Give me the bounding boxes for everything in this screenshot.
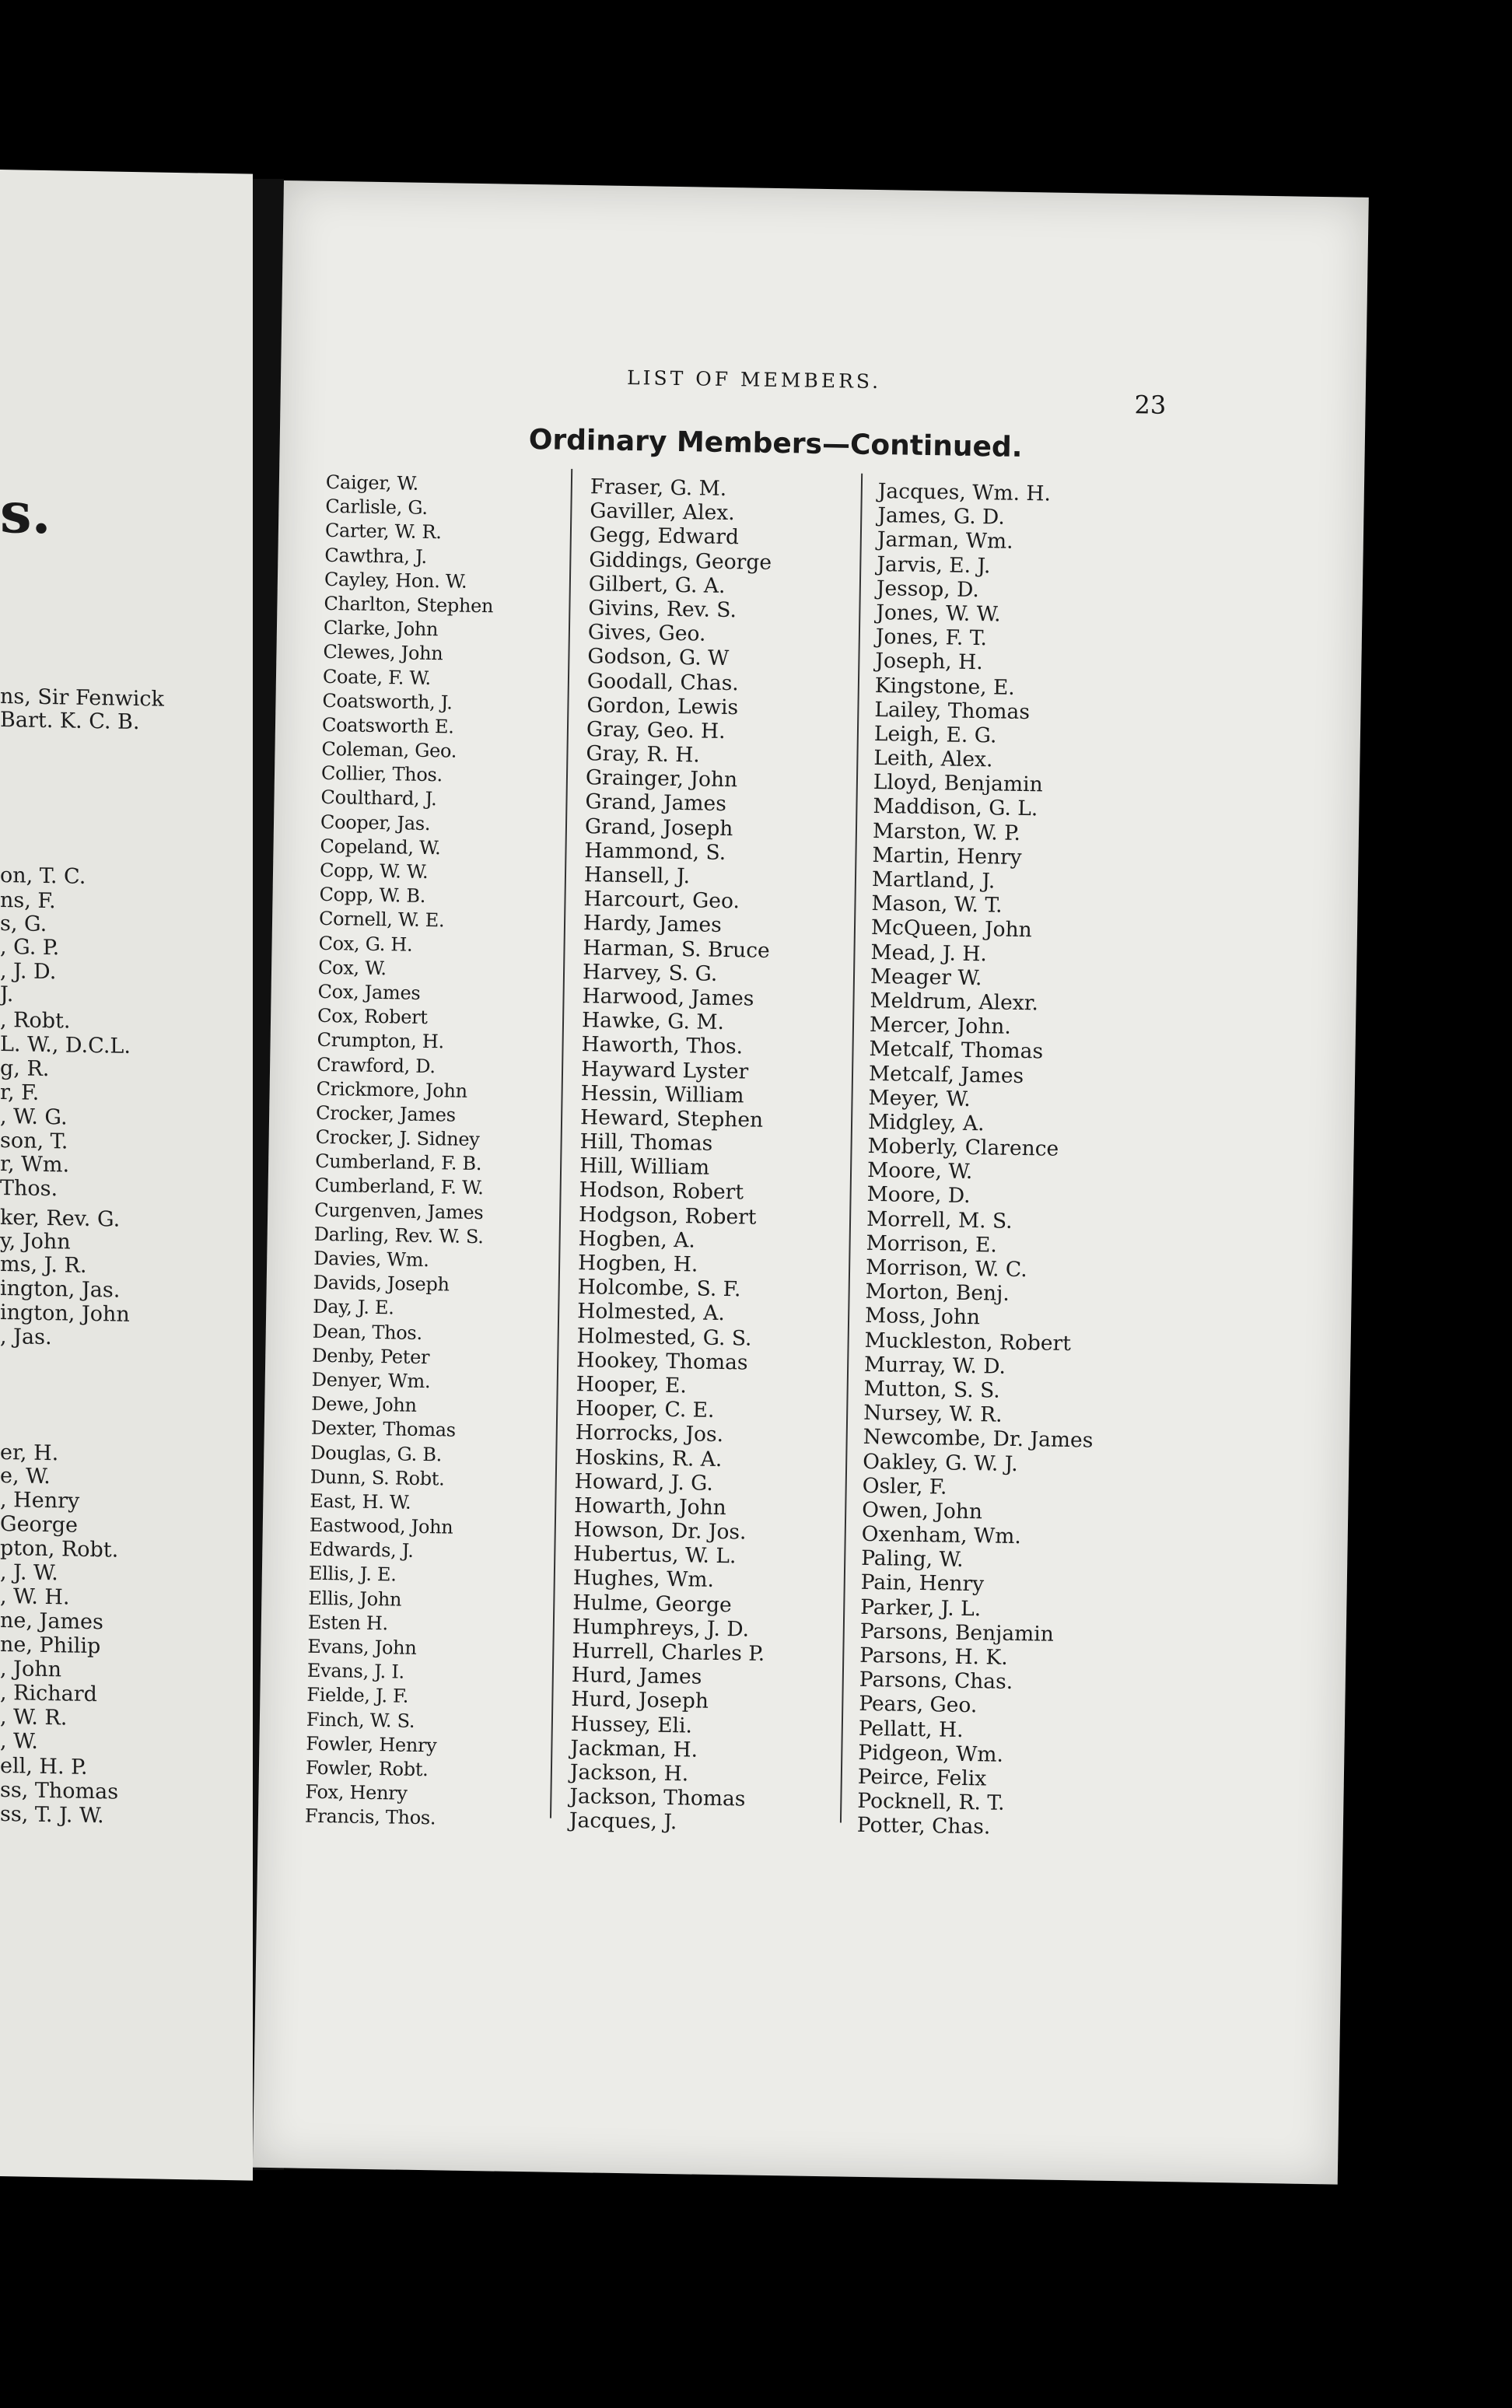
member-entry: Mason, W. T. <box>871 891 1003 918</box>
member-entry: Moore, W. <box>866 1158 973 1185</box>
member-entry: Fielde, J. F. <box>306 1684 409 1708</box>
member-entry: Owen, John <box>862 1497 983 1524</box>
member-entry: Edwards, J. <box>309 1538 414 1563</box>
member-entry: Cawthra, J. <box>324 544 428 568</box>
member-entry: Maddison, G. L. <box>873 794 1038 821</box>
member-entry: Carter, W. R. <box>324 520 442 544</box>
member-entry: Holcombe, S. F. <box>577 1275 741 1302</box>
member-entry: Hansell, J. <box>583 863 691 889</box>
member-entry: Gegg, Edward <box>589 523 740 550</box>
member-entry: Hayward Lyster <box>580 1056 749 1084</box>
member-entry: Hogben, A. <box>578 1226 696 1253</box>
member-entry: Hodson, Robert <box>579 1178 744 1205</box>
member-entry: Fraser, G. M. <box>590 474 727 501</box>
member-entry: Meyer, W. <box>868 1085 971 1111</box>
left-page-entry: , John <box>0 1657 62 1682</box>
member-entry: Charlton, Stephen <box>324 592 494 618</box>
member-entry: Hubertus, W. L. <box>573 1542 737 1569</box>
member-entry: Harman, S. Bruce <box>583 935 770 963</box>
member-entry: Hoskins, R. A. <box>575 1444 723 1472</box>
member-entry: Cornell, W. E. <box>318 908 445 932</box>
member-entry: Paling, W. <box>861 1546 964 1573</box>
left-page-entry: pton, Robt. <box>0 1536 119 1563</box>
member-entry: Harvey, S. G. <box>582 959 718 986</box>
member-entry: Oakley, G. W. J. <box>862 1449 1019 1476</box>
member-entry: Crickmore, John <box>316 1077 467 1102</box>
member-entry: Cayley, Hon. W. <box>324 568 467 593</box>
left-page-entry: ne, Philip <box>0 1633 101 1659</box>
member-entry: Hooper, E. <box>576 1372 688 1398</box>
member-entry: Hawke, G. M. <box>581 1008 725 1035</box>
member-entry: Parsons, H. K. <box>859 1643 1008 1670</box>
member-entry: Pidgeon, Wm. <box>858 1740 1004 1767</box>
member-entry: Jarman, Wm. <box>877 527 1013 555</box>
member-entry: Pears, Geo. <box>859 1692 978 1718</box>
member-entry: Hardy, James <box>583 911 722 938</box>
member-entry: Dewe, John <box>311 1392 417 1416</box>
member-entry: Jacques, J. <box>569 1808 677 1835</box>
left-page-entry: , Jas. <box>0 1325 52 1350</box>
member-entry: Cox, James <box>317 980 421 1004</box>
member-entry: Carlisle, G. <box>325 495 428 520</box>
member-entry: Cumberland, F. W. <box>314 1174 484 1199</box>
left-page-entry: e, W. <box>0 1464 51 1489</box>
left-page-entry: son, T. <box>0 1129 68 1154</box>
left-page-entry: ns, F. <box>0 888 56 914</box>
member-entry: Francis, Thos. <box>304 1804 436 1829</box>
member-entry: Goodall, Chas. <box>586 668 739 695</box>
member-entry: Coleman, Geo. <box>321 737 457 762</box>
member-entry: Douglas, G. B. <box>310 1441 443 1465</box>
left-page-entry: s, G. <box>0 912 47 937</box>
member-entry: Potter, Chas. <box>856 1813 991 1839</box>
member-entry: Coate, F. W. <box>322 665 432 689</box>
right-page <box>253 180 1369 2185</box>
left-page-entry: y, John <box>0 1229 71 1255</box>
member-entry: Eastwood, John <box>309 1514 453 1538</box>
member-entry: Gray, Geo. H. <box>586 717 726 744</box>
member-entry: Gives, Geo. <box>587 620 706 646</box>
left-page-entry: g, R. <box>0 1056 50 1082</box>
member-entry: Esten H. <box>307 1611 389 1635</box>
member-entry: Coulthard, J. <box>320 786 437 810</box>
member-entry: Fox, Henry <box>305 1780 408 1804</box>
left-page-entries <box>0 170 253 1829</box>
member-column-1 <box>305 471 606 1833</box>
left-page-entry: , Robt. <box>0 1008 71 1034</box>
member-entry: East, H. W. <box>310 1489 411 1514</box>
member-entry: Meager W. <box>870 964 982 990</box>
member-entry: Copp, W. B. <box>319 884 426 908</box>
member-entry: Meldrum, Alexr. <box>870 988 1039 1016</box>
left-page-entry: , Richard <box>0 1681 97 1707</box>
member-entry: Metcalf, Thomas <box>869 1037 1044 1064</box>
member-entry: Copeland, W. <box>320 835 441 859</box>
member-entry: Newcombe, Dr. James <box>863 1425 1094 1453</box>
member-entry: Jacques, Wm. H. <box>877 479 1052 506</box>
member-entry: Gaviller, Alex. <box>590 499 735 526</box>
left-page-entry: on, T. C. <box>0 863 86 889</box>
member-entry: Jackson, Thomas <box>569 1784 746 1811</box>
member-entry: Heward, Stephen <box>579 1105 764 1132</box>
member-entry: Cox, Robert <box>317 1004 428 1029</box>
member-entry: Hodgson, Robert <box>578 1202 757 1230</box>
member-entry: Peirce, Felix <box>857 1764 987 1791</box>
member-entry: Hurrell, Charles P. <box>572 1639 765 1666</box>
member-entry: Darling, Rev. W. S. <box>313 1223 484 1248</box>
left-page-entry: ns, Sir Fenwick <box>0 684 164 712</box>
left-page-heading-fragment: s. <box>0 479 51 547</box>
left-page-entry: ss, T. J. W. <box>0 1802 104 1829</box>
member-entry: Hill, Thomas <box>579 1129 713 1156</box>
member-entry: Morrison, W. C. <box>865 1255 1027 1283</box>
left-page-entry: , W. <box>0 1729 38 1754</box>
member-entry: Gordon, Lewis <box>586 692 739 719</box>
member-entry: Howard, J. G. <box>574 1468 714 1496</box>
member-column-2 <box>569 474 870 1837</box>
member-entry: Cox, G. H. <box>318 932 413 956</box>
member-entry: Howarth, John <box>574 1493 727 1521</box>
member-entry: Dexter, Thomas <box>310 1417 457 1441</box>
member-entry: Collier, Thos. <box>320 762 443 786</box>
member-entry: Martland, J. <box>871 866 996 894</box>
member-entry: Finch, W. S. <box>306 1708 415 1732</box>
left-page-entry: Thos. <box>0 1176 58 1202</box>
member-entry: Harcourt, Geo. <box>583 887 740 914</box>
left-page-entry: er, H. <box>0 1440 59 1466</box>
member-entry: Hurd, Joseph <box>571 1687 709 1714</box>
member-entry: Haworth, Thos. <box>581 1032 744 1059</box>
member-entry: Moore, D. <box>866 1182 971 1209</box>
member-entry: Midgley, A. <box>867 1109 985 1136</box>
member-entry: Giddings, George <box>589 547 772 575</box>
member-entry: Mercer, John. <box>869 1013 1012 1039</box>
member-entry: Pain, Henry <box>860 1570 985 1597</box>
left-page-entry: George <box>0 1512 78 1538</box>
member-column-3 <box>857 479 1158 1842</box>
left-page-entry: , W. G. <box>0 1104 68 1130</box>
member-entry: Hessin, William <box>580 1080 744 1108</box>
member-entry: Parsons, Chas. <box>859 1668 1013 1695</box>
member-entry: Crumpton, H. <box>317 1029 445 1053</box>
section-title: Ordinary Members—Continued. <box>528 423 1023 464</box>
member-entry: Mutton, S. S. <box>863 1376 1000 1403</box>
page-number: 23 <box>1134 390 1167 420</box>
member-entry: Fowler, Robt. <box>305 1756 429 1781</box>
member-entry: Harwood, James <box>582 984 754 1011</box>
member-entry: Pellatt, H. <box>858 1716 964 1742</box>
member-entry: Dean, Thos. <box>312 1320 423 1344</box>
member-entry: Fowler, Henry <box>306 1732 437 1757</box>
left-page <box>0 170 253 2181</box>
member-entry: Hulme, George <box>572 1590 732 1617</box>
left-page-entry: , W. H. <box>0 1584 70 1610</box>
member-entry: Crocker, James <box>315 1101 456 1126</box>
member-entry: Parker, J. L. <box>860 1594 982 1621</box>
left-page-entry: ell, H. P. <box>0 1754 88 1780</box>
left-page-entry: ne, James <box>0 1608 103 1635</box>
left-page-entry: ss, Thomas <box>0 1778 119 1804</box>
member-entry: Joseph, H. <box>875 649 983 675</box>
member-entry: Ellis, J. E. <box>308 1563 397 1586</box>
left-page-entry: , J. W. <box>0 1560 58 1586</box>
member-entry: Grand, Joseph <box>584 814 733 841</box>
left-page-entry: ker, Rev. G. <box>0 1206 121 1232</box>
member-entry: Kingstone, E. <box>874 673 1015 700</box>
member-entry: Jackman, H. <box>570 1735 698 1762</box>
member-entry: Clarke, John <box>323 616 439 641</box>
member-entry: Crawford, D. <box>316 1053 436 1077</box>
member-entry: Caiger, W. <box>325 471 419 495</box>
member-entry: Cumberland, F. B. <box>314 1150 482 1175</box>
left-page-entry: J. <box>0 982 14 1007</box>
left-page-entry: ington, John <box>0 1300 130 1327</box>
member-entry: Grand, James <box>585 789 727 817</box>
left-page-entry: L. W., D.C.L. <box>0 1032 131 1059</box>
member-entry: Dunn, S. Robt. <box>310 1465 445 1490</box>
member-entry: Hill, William <box>579 1153 710 1180</box>
member-entry: Moss, John <box>864 1304 981 1330</box>
member-entry: Day, J. E. <box>313 1296 394 1319</box>
member-entry: Hammond, S. <box>584 838 726 865</box>
member-entry: Marston, W. P. <box>872 818 1021 845</box>
member-entry: Morrison, E. <box>866 1230 997 1258</box>
member-entry: Jones, W. W. <box>876 600 1001 627</box>
member-entry: James, G. D. <box>877 503 1006 530</box>
member-entry: Jones, F. T. <box>875 625 988 651</box>
member-entry: Evans, John <box>307 1635 417 1659</box>
member-entry: Givins, Rev. S. <box>588 596 737 623</box>
left-page-entry: r, F. <box>0 1080 40 1105</box>
member-entry: Coatsworth E. <box>321 713 454 738</box>
member-entry: Jarvis, E. J. <box>877 551 991 578</box>
member-entry: Evans, J. I. <box>306 1659 405 1683</box>
member-entry: Jackson, H. <box>569 1759 689 1787</box>
left-page-entry: ms, J. R. <box>0 1252 87 1278</box>
member-entry: Leigh, E. G. <box>873 721 997 748</box>
running-head: LIST OF MEMBERS. <box>626 366 882 394</box>
member-entry: Curgenven, James <box>313 1199 484 1223</box>
member-entry: Nursey, W. R. <box>863 1401 1003 1427</box>
member-entry: Cooper, Jas. <box>320 810 431 835</box>
member-entry: Lloyd, Benjamin <box>873 770 1043 797</box>
member-entry: Gray, R. H. <box>586 741 700 768</box>
member-entry: Horrocks, Jos. <box>575 1420 724 1447</box>
member-entry: Leith, Alex. <box>873 746 993 772</box>
member-entry: Humphreys, J. D. <box>572 1614 750 1642</box>
member-entry: Coatsworth, J. <box>322 689 453 714</box>
member-entry: Gilbert, G. A. <box>588 571 726 598</box>
member-entry: Hogben, H. <box>577 1251 698 1277</box>
member-entry: Murray, W. D. <box>863 1352 1006 1379</box>
member-entry: Davids, Joseph <box>313 1271 450 1296</box>
member-entry: Lailey, Thomas <box>874 697 1031 724</box>
member-entry: Denby, Peter <box>312 1344 430 1368</box>
left-page-entry: , W. R. <box>0 1705 68 1731</box>
member-entry: Parsons, Benjamin <box>859 1619 1055 1647</box>
member-entry: Davies, Wm. <box>313 1247 429 1272</box>
member-entry: Grainger, John <box>585 765 738 793</box>
member-entry: Copp, W. W. <box>319 859 429 884</box>
member-entry: Clewes, John <box>323 641 443 665</box>
member-entry: Godson, G. W <box>587 644 730 671</box>
member-entry: Hughes, Wm. <box>572 1566 715 1593</box>
member-entry: Cox, W. <box>317 956 387 979</box>
member-entry: Hooper, C. E. <box>576 1396 715 1423</box>
member-entry: Martin, Henry <box>872 842 1022 870</box>
member-entry: Muckleston, Robert <box>864 1328 1072 1356</box>
member-entry: Morrell, M. S. <box>866 1206 1013 1234</box>
member-entry: Moberly, Clarence <box>867 1134 1059 1161</box>
member-entry: Holmested, G. S. <box>576 1323 752 1351</box>
member-entry: Hussey, Eli. <box>570 1711 693 1738</box>
member-entry: Crocker, J. Sidney <box>315 1125 480 1151</box>
member-entry: Ellis, John <box>308 1587 402 1611</box>
member-entry: Oxenham, Wm. <box>861 1521 1022 1549</box>
left-page-entry: , Henry <box>0 1488 80 1514</box>
left-page-entry: ington, Jas. <box>0 1276 121 1303</box>
member-entry: Holmested, A. <box>576 1299 726 1326</box>
member-entry: Hookey, Thomas <box>576 1347 748 1375</box>
left-page-entry: Bart. K. C. B. <box>0 708 140 735</box>
left-page-entry: , G. P. <box>0 935 60 961</box>
left-page-entry: , J. D. <box>0 959 57 985</box>
member-entry: Morton, Benj. <box>865 1279 1010 1307</box>
member-entry: Pocknell, R. T. <box>857 1788 1005 1815</box>
member-entry: Metcalf, James <box>868 1061 1024 1088</box>
member-entry: Hurd, James <box>571 1663 702 1689</box>
member-entry: Denyer, Wm. <box>311 1368 431 1393</box>
member-entry: Howson, Dr. Jos. <box>573 1517 747 1545</box>
member-entry: Jessop, D. <box>876 576 980 602</box>
left-page-entry: r, Wm. <box>0 1152 70 1178</box>
member-entry: Mead, J. H. <box>870 940 988 966</box>
member-entry: Osler, F. <box>862 1473 947 1500</box>
member-entry: McQueen, John <box>870 915 1032 943</box>
